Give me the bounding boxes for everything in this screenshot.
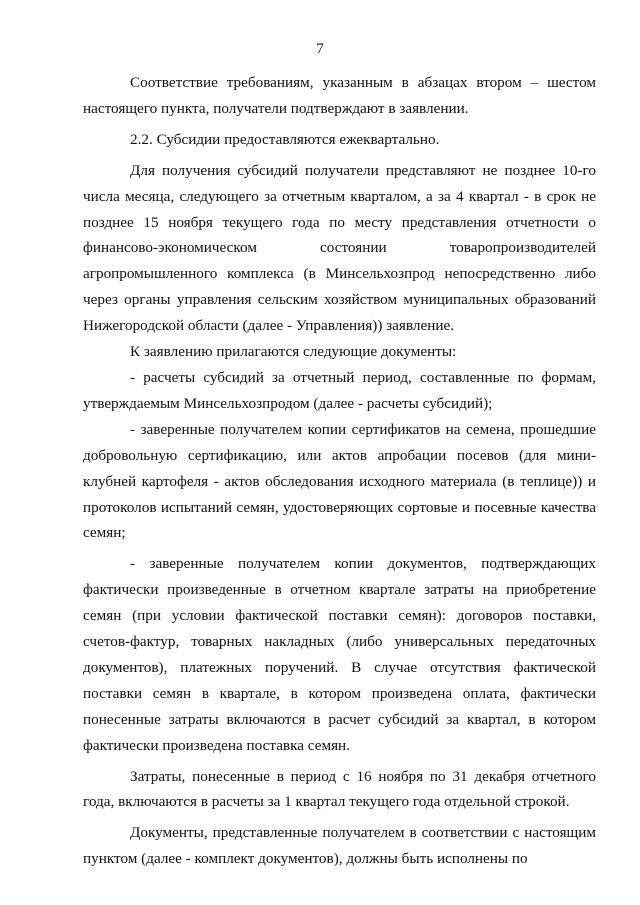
page-number: 7 (316, 40, 324, 57)
paragraph-2-2: 2.2. Субсидии предоставляются ежеквартально. (130, 130, 440, 148)
paragraph-subsidy-calculations: - расчеты субсидий за отчетный период, составленные по формам, утверждаемым Минсельхозпродом (далее - расчеты субсидий); (83, 368, 596, 412)
paragraph-compliance: Соответствие требованиям, указанным в абзацах втором – шестом настоящего пункта, получатели подтверждают в заявлении. (83, 74, 596, 117)
paragraph-document-set: Документы, представленные получателем в соответствии с настоящим пунктом (далее - комплект документов), должны быть исполнены по (83, 824, 596, 868)
paragraph-certificates: - заверенные получателем копии сертификатов на семена, прошедшие добровольную сертификацию, или актов апробации посевов (для мини-клубней картофеля - актов обследования исходного материала (в теплице)) и протоколов испытаний семян, удостоверяющих сортовые и посевные качества семян; (83, 420, 596, 542)
paragraph-attachments-intro: К заявлению прилагаются следующие документы: (130, 343, 457, 361)
paragraph-submission-terms: Для получения субсидий получатели представляют не позднее 10-го числа месяца, следующего за отчетным кварталом, а за 4 квартал - в срок не позднее 15 ноября текущего года по месту представления отчетности о финансово-экономическом состоянии товаропроизводителей агропромышленного комплекса (в Минсельхозпрод непосредственно либо через органы управления сельским хозяйством муниципальных образований Нижегородской области (далее - Управления)) заявление. (83, 161, 596, 335)
document-body (83, 70, 596, 872)
paragraph-november-december-costs: Затраты, понесенные в период с 16 ноября по 31 декабря отчетного года, включаются в расчеты за 1 квартал текущего года отдельной строкой. (83, 767, 596, 811)
paragraph-cost-documents: - заверенные получателем копии документов, подтверждающих фактически произведенные в отчетном квартале затраты на приобретение семян (при условии фактической поставки семян): договоров поставки, счетов-фактур, товарных накладных (либо универсальных передаточных документов), платежных поручений. В случае отсутствия фактической поставки семян в квартале, в котором произведена оплата, фактически понесенные затраты включаются в расчет субсидий за квартал, в котором фактически произведена поставка семян. (83, 555, 596, 754)
